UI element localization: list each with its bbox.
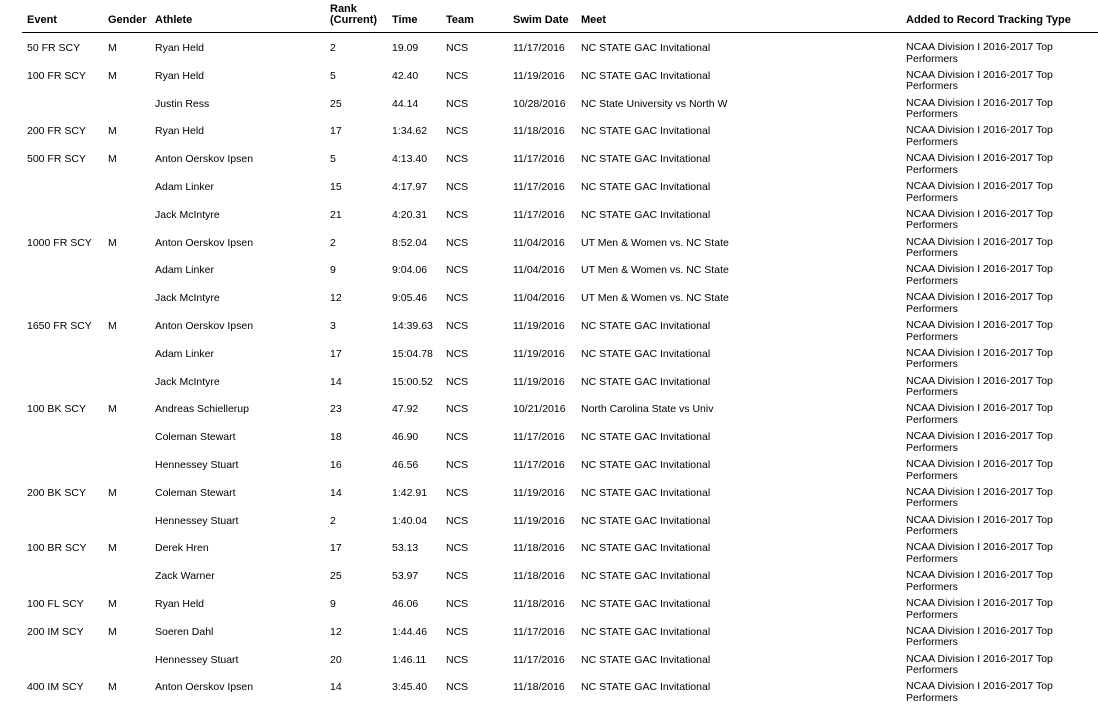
athlete-cell: Adam Linker — [155, 264, 214, 277]
table-row — [0, 681, 1098, 708]
team-cell: NCS — [446, 264, 469, 277]
swim-date-cell: 11/18/2016 — [513, 570, 565, 583]
rank-cell: 21 — [330, 208, 342, 221]
time-cell: 4:17.97 — [392, 181, 428, 193]
gender-cell: M — [108, 236, 117, 249]
rank-cell: 3 — [330, 320, 336, 332]
record-type-cell: NCAA Division I 2016-2017 Top Performers — [906, 513, 1053, 538]
meet-cell: UT Men & Women vs. NC State — [581, 264, 729, 277]
swim-date-cell: 11/17/2016 — [513, 431, 565, 444]
swim-date-cell: 11/19/2016 — [513, 347, 565, 360]
swim-date-cell: 11/19/2016 — [513, 320, 565, 332]
time-cell: 1:46.11 — [392, 653, 427, 666]
athlete-cell: Jack McIntyre — [155, 208, 220, 221]
time-cell: 4:13.40 — [392, 153, 428, 166]
athlete-cell: Derek Hren — [155, 542, 209, 555]
athlete-cell: Adam Linker — [155, 347, 214, 360]
table-row — [0, 209, 1098, 236]
rank-cell: 23 — [330, 403, 342, 416]
record-type-cell: NCAA Division I 2016-2017 Top Performers — [906, 624, 1053, 649]
time-cell: 14:39.63 — [392, 320, 433, 332]
event-cell: 200 FR SCY — [27, 125, 86, 138]
gender-cell: M — [108, 598, 117, 610]
athlete-cell: Hennessey Stuart — [155, 514, 239, 527]
athlete-cell: Anton Oerskov Ipsen — [155, 320, 254, 332]
swim-date-cell: 11/17/2016 — [513, 42, 565, 54]
swim-date-cell: 11/18/2016 — [513, 542, 565, 555]
record-type-cell: NCAA Division I 2016-2017 Top Performers — [906, 180, 1053, 204]
table-row — [0, 654, 1098, 681]
time-cell: 3:45.40 — [392, 681, 428, 694]
time-cell: 42.40 — [392, 69, 419, 82]
team-cell: NCS — [446, 292, 469, 305]
record-type-cell: NCAA Division I 2016-2017 Top Performers — [906, 458, 1053, 482]
team-cell: NCS — [446, 514, 469, 527]
time-cell: 1:42.91 — [392, 486, 428, 499]
table-row — [0, 125, 1098, 152]
header-athlete: Athlete — [155, 14, 193, 26]
event-cell: 100 FR SCY — [27, 69, 86, 82]
meet-cell: NC STATE GAC Invitational — [581, 375, 711, 388]
swim-date-cell: 11/18/2016 — [513, 681, 565, 694]
table-row — [0, 542, 1098, 569]
team-cell: NCS — [446, 97, 469, 110]
athlete-cell: Ryan Held — [155, 125, 205, 138]
team-cell: NCS — [446, 653, 469, 666]
table-row — [0, 181, 1098, 208]
team-cell: NCS — [446, 320, 469, 332]
team-cell: NCS — [446, 125, 469, 138]
athlete-cell: Ryan Held — [155, 69, 205, 82]
table-row — [0, 153, 1098, 180]
time-cell: 15:04.78 — [392, 347, 433, 360]
meet-cell: NC STATE GAC Invitational — [581, 681, 711, 694]
header-time: Time — [392, 14, 418, 26]
gender-cell: M — [108, 486, 117, 499]
meet-cell: NC STATE GAC Invitational — [581, 431, 711, 444]
record-type-cell: NCAA Division I 2016-2017 Top Performers — [906, 152, 1053, 176]
gender-cell: M — [108, 542, 117, 555]
rank-cell: 9 — [330, 264, 336, 277]
meet-cell: NC STATE GAC Invitational — [581, 459, 711, 471]
meet-cell: NC STATE GAC Invitational — [581, 514, 711, 527]
header-team: Team — [446, 14, 474, 26]
event-cell: 500 FR SCY — [27, 153, 86, 166]
table-row — [0, 348, 1098, 375]
rank-cell: 15 — [330, 181, 342, 193]
rank-cell: 9 — [330, 598, 336, 610]
swim-date-cell: 11/19/2016 — [513, 514, 565, 527]
time-cell: 9:04.06 — [392, 264, 428, 277]
table-row — [0, 515, 1098, 542]
meet-cell: NC STATE GAC Invitational — [581, 598, 711, 610]
record-type-cell: NCAA Division I 2016-2017 Top Performers — [906, 207, 1053, 232]
meet-cell: NC STATE GAC Invitational — [581, 653, 711, 666]
athlete-cell: Coleman Stewart — [155, 431, 236, 444]
team-cell: NCS — [446, 375, 469, 388]
athlete-cell: Zack Warner — [155, 570, 215, 583]
meet-cell: NC STATE GAC Invitational — [581, 153, 711, 166]
record-type-cell: NCAA Division I 2016-2017 Top Performers — [906, 569, 1053, 593]
event-cell: 100 BR SCY — [27, 542, 87, 555]
team-cell: NCS — [446, 42, 469, 54]
meet-cell: NC STATE GAC Invitational — [581, 347, 711, 360]
header-meet: Meet — [581, 14, 607, 26]
record-type-cell: NCAA Division I 2016-2017 Top Performers — [906, 485, 1053, 510]
table-row — [0, 264, 1098, 291]
time-cell: 8:52.04 — [392, 236, 428, 249]
athlete-cell: Ryan Held — [155, 598, 205, 610]
header-event: Event — [27, 14, 57, 26]
athlete-cell: Coleman Stewart — [155, 486, 236, 499]
swim-date-cell: 11/04/2016 — [513, 236, 565, 249]
rank-cell: 17 — [330, 542, 342, 555]
swim-date-cell: 11/18/2016 — [513, 598, 565, 610]
header-rank-current: (Current) — [330, 14, 378, 26]
meet-cell: UT Men & Women vs. NC State — [581, 292, 729, 305]
table-row — [0, 403, 1098, 430]
rank-cell: 20 — [330, 653, 342, 666]
record-type-cell: NCAA Division I 2016-2017 Top Performers — [906, 96, 1053, 121]
rank-cell: 2 — [330, 42, 336, 54]
athlete-cell: Hennessey Stuart — [155, 653, 239, 666]
record-type-cell: NCAA Division I 2016-2017 Top Performers — [906, 346, 1053, 371]
rank-cell: 25 — [330, 97, 342, 110]
table-row — [0, 487, 1098, 514]
athlete-cell: Soeren Dahl — [155, 625, 214, 638]
table-row — [0, 237, 1098, 264]
header-gender: Gender — [108, 14, 147, 26]
time-cell: 15:00.52 — [392, 375, 433, 388]
team-cell: NCS — [446, 431, 469, 444]
record-type-cell: NCAA Division I 2016-2017 Top Performers — [906, 374, 1053, 399]
swim-date-cell: 11/17/2016 — [513, 459, 565, 471]
gender-cell: M — [108, 403, 117, 416]
time-cell: 1:44.46 — [392, 625, 428, 638]
team-cell: NCS — [446, 403, 469, 416]
meet-cell: NC STATE GAC Invitational — [581, 208, 711, 221]
record-type-cell: NCAA Division I 2016-2017 Top Performers — [906, 124, 1053, 148]
swim-date-cell: 11/17/2016 — [513, 625, 565, 638]
rank-cell: 17 — [330, 347, 342, 360]
swim-date-cell: 11/18/2016 — [513, 125, 565, 138]
meet-cell: NC STATE GAC Invitational — [581, 320, 711, 332]
swim-date-cell: 11/17/2016 — [513, 208, 565, 221]
table-row — [0, 292, 1098, 319]
meet-cell: NC STATE GAC Invitational — [581, 42, 711, 54]
event-cell: 100 FL SCY — [27, 598, 84, 610]
table-row — [0, 376, 1098, 403]
athlete-cell: Jack McIntyre — [155, 292, 220, 305]
table-row — [0, 459, 1098, 486]
rank-cell: 14 — [330, 375, 342, 388]
swim-date-cell: 10/28/2016 — [513, 97, 566, 110]
gender-cell: M — [108, 125, 117, 138]
meet-cell: North Carolina State vs Univ — [581, 403, 714, 416]
record-type-cell: NCAA Division I 2016-2017 Top Performers — [906, 263, 1053, 287]
time-cell: 4:20.31 — [392, 208, 428, 221]
event-cell: 1650 FR SCY — [27, 320, 92, 332]
time-cell: 53.97 — [392, 570, 419, 583]
athlete-cell: Justin Ress — [155, 97, 210, 110]
rank-cell: 12 — [330, 292, 342, 305]
event-cell: 1000 FR SCY — [27, 236, 92, 249]
time-cell: 53.13 — [392, 542, 419, 555]
athlete-cell: Adam Linker — [155, 181, 214, 193]
swim-date-cell: 11/19/2016 — [513, 486, 565, 499]
rank-cell: 14 — [330, 681, 342, 694]
table-row — [0, 431, 1098, 458]
record-type-cell: NCAA Division I 2016-2017 Top Performers — [906, 68, 1053, 93]
team-cell: NCS — [446, 153, 469, 166]
gender-cell: M — [108, 69, 117, 82]
rank-cell: 5 — [330, 153, 336, 166]
rank-cell: 12 — [330, 625, 342, 638]
record-type-cell: NCAA Division I 2016-2017 Top Performers — [906, 680, 1053, 704]
team-cell: NCS — [446, 347, 469, 360]
meet-cell: NC State University vs North W — [581, 97, 728, 110]
record-type-cell: NCAA Division I 2016-2017 Top Performers — [906, 597, 1053, 621]
gender-cell: M — [108, 681, 117, 694]
athlete-cell: Hennessey Stuart — [155, 459, 239, 471]
swim-date-cell: 11/19/2016 — [513, 69, 565, 82]
table-row — [0, 570, 1098, 597]
gender-cell: M — [108, 42, 117, 54]
rank-cell: 14 — [330, 486, 342, 499]
meet-cell: UT Men & Women vs. NC State — [581, 236, 729, 249]
swim-date-cell: 11/04/2016 — [513, 292, 565, 305]
rank-cell: 2 — [330, 514, 336, 527]
team-cell: NCS — [446, 208, 469, 221]
athlete-cell: Anton Oerskov Ipsen — [155, 236, 254, 249]
time-cell: 46.56 — [392, 459, 419, 471]
team-cell: NCS — [446, 598, 469, 610]
table-header — [0, 0, 1098, 34]
team-cell: NCS — [446, 69, 469, 82]
record-type-cell: NCAA Division I 2016-2017 Top Performers — [906, 319, 1053, 343]
team-cell: NCS — [446, 459, 469, 471]
rank-cell: 18 — [330, 431, 342, 444]
time-cell: 19.09 — [392, 42, 419, 54]
time-cell: 1:34.62 — [392, 125, 428, 138]
swim-date-cell: 11/17/2016 — [513, 153, 565, 166]
meet-cell: NC STATE GAC Invitational — [581, 125, 711, 138]
athlete-cell: Ryan Held — [155, 42, 205, 54]
swim-date-cell: 11/17/2016 — [513, 653, 565, 666]
meet-cell: NC STATE GAC Invitational — [581, 486, 711, 499]
team-cell: NCS — [446, 486, 469, 499]
table-row — [0, 42, 1098, 69]
event-cell: 100 BK SCY — [27, 403, 86, 416]
team-cell: NCS — [446, 181, 469, 193]
rank-cell: 25 — [330, 570, 342, 583]
gender-cell: M — [108, 320, 117, 332]
header-swim-date: Swim Date — [513, 14, 569, 26]
table-row — [0, 98, 1098, 125]
record-type-cell: NCAA Division I 2016-2017 Top Performers — [906, 430, 1053, 454]
gender-cell: M — [108, 625, 117, 638]
team-cell: NCS — [446, 625, 469, 638]
record-type-cell: NCAA Division I 2016-2017 Top Performers — [906, 235, 1053, 260]
record-type-cell: NCAA Division I 2016-2017 Top Performers — [906, 41, 1053, 65]
gender-cell: M — [108, 153, 117, 166]
time-cell: 44.14 — [392, 97, 419, 110]
athlete-cell: Anton Oerskov Ipsen — [155, 681, 254, 694]
header-divider — [22, 32, 1098, 33]
time-cell: 1:40.04 — [392, 514, 428, 527]
event-cell: 50 FR SCY — [27, 42, 81, 54]
team-cell: NCS — [446, 681, 469, 694]
record-type-cell: NCAA Division I 2016-2017 Top Performers — [906, 541, 1053, 565]
team-cell: NCS — [446, 570, 469, 583]
rank-cell: 5 — [330, 69, 336, 82]
header-rank: Rank — [330, 3, 357, 15]
record-type-cell: NCAA Division I 2016-2017 Top Performers — [906, 291, 1053, 315]
swim-date-cell: 11/19/2016 — [513, 375, 565, 388]
header-record-type: Added to Record Tracking Type — [906, 14, 1071, 26]
time-cell: 9:05.46 — [392, 292, 428, 305]
table-row — [0, 70, 1098, 97]
meet-cell: NC STATE GAC Invitational — [581, 542, 711, 555]
meet-cell: NC STATE GAC Invitational — [581, 570, 711, 583]
event-cell: 200 BK SCY — [27, 486, 86, 499]
team-cell: NCS — [446, 236, 469, 249]
table-row — [0, 320, 1098, 347]
event-cell: 200 IM SCY — [27, 625, 84, 638]
record-type-cell: NCAA Division I 2016-2017 Top Performers — [906, 652, 1053, 677]
rank-cell: 17 — [330, 125, 342, 138]
swim-date-cell: 11/17/2016 — [513, 181, 565, 193]
time-cell: 47.92 — [392, 403, 419, 416]
table-row — [0, 626, 1098, 653]
rank-cell: 2 — [330, 236, 336, 249]
athlete-cell: Anton Oerskov Ipsen — [155, 153, 254, 166]
event-cell: 400 IM SCY — [27, 681, 84, 694]
team-cell: NCS — [446, 542, 469, 555]
time-cell: 46.06 — [392, 598, 419, 610]
meet-cell: NC STATE GAC Invitational — [581, 181, 711, 193]
time-cell: 46.90 — [392, 431, 419, 444]
athlete-cell: Jack McIntyre — [155, 375, 220, 388]
rank-cell: 16 — [330, 459, 342, 471]
athlete-cell: Andreas Schiellerup — [155, 403, 249, 416]
meet-cell: NC STATE GAC Invitational — [581, 625, 711, 638]
swim-date-cell: 11/04/2016 — [513, 264, 565, 277]
record-type-cell: NCAA Division I 2016-2017 Top Performers — [906, 402, 1053, 426]
swim-date-cell: 10/21/2016 — [513, 403, 566, 416]
meet-cell: NC STATE GAC Invitational — [581, 69, 711, 82]
table-row — [0, 598, 1098, 625]
